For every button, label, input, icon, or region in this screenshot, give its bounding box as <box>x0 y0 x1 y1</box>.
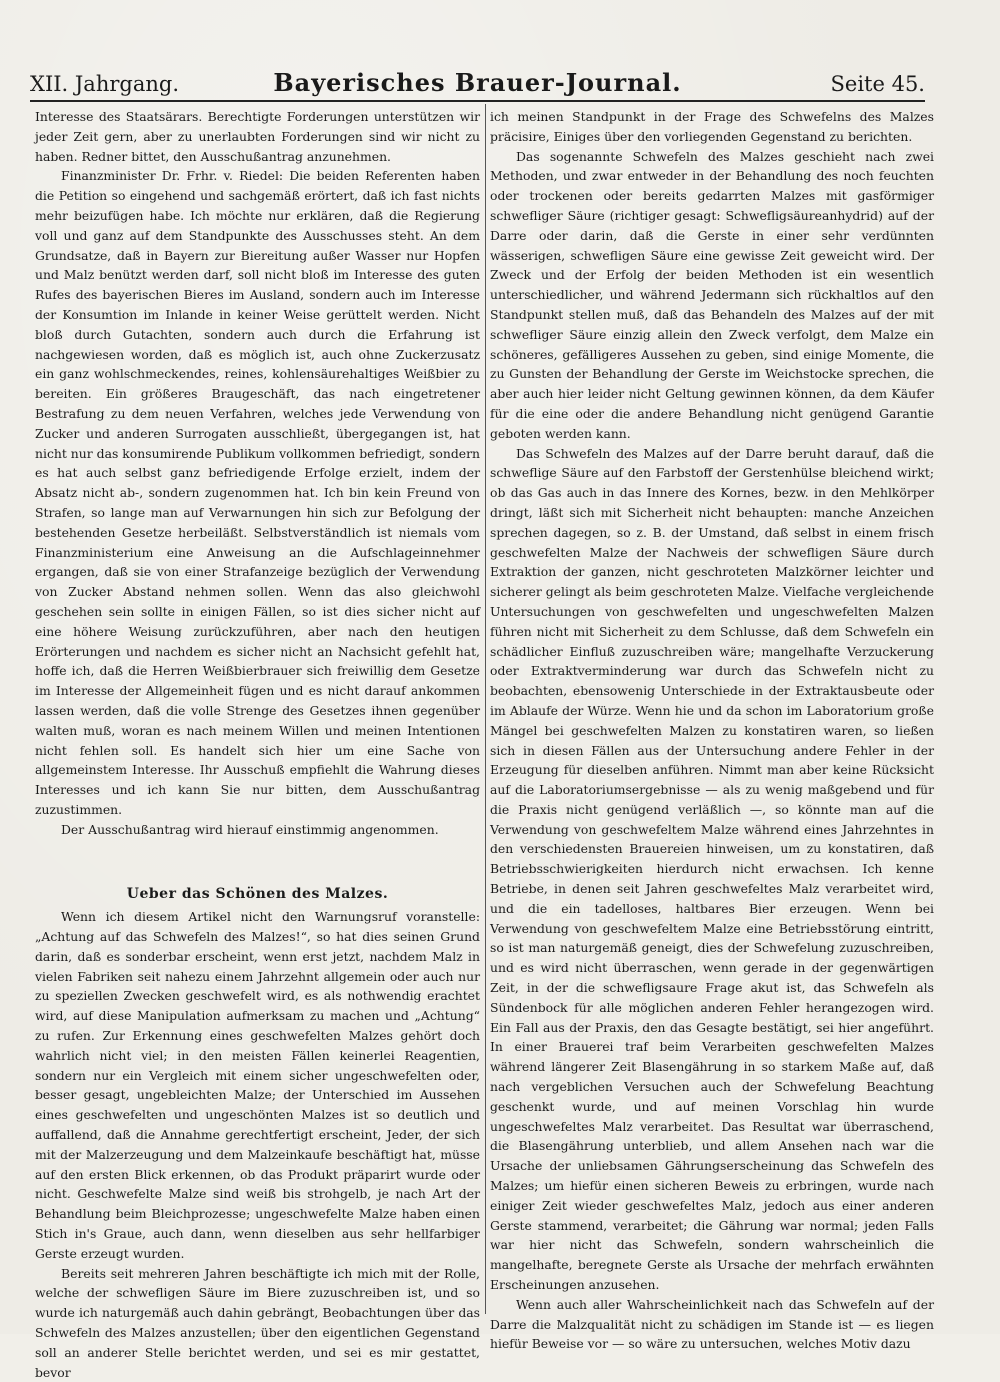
left-column <box>35 107 480 1382</box>
paragraph: Wenn auch aller Wahrscheinlichkeit nach das Schwefeln auf der Darre die Malzqualität nicht zu schädigen im Stande ist — es liegen hiefür Beweise vor — so wäre zu untersuchen, welches Motiv dazu <box>490 1296 934 1352</box>
page-number: Seite 45. <box>830 72 925 96</box>
page-header <box>30 62 925 100</box>
paragraph: Bereits seit mehreren Jahren beschäftigte ich mich mit der Rolle, welche der schwefligen Säure im Biere zuzuschreiben ist, und so wurde ich naturgemäß auch dahin gebrängt, Beobachtungen über das Schwefeln des Malzes anzustellen; über den eigentlichen Gegenstand soll an anderer Stelle berichtet werden, und sei es mir gestattet, bevor <box>35 1265 480 1380</box>
article-heading: Ueber das Schönen des Malzes. <box>126 886 389 903</box>
paragraph: Das Schwefeln des Malzes auf der Darre beruht darauf, daß die schweflige Säure auf den Farbstoff der Gerstenhülse bleichend wirkt; ob das Gas auch in das Innere des Kornes, bezw. in den Mehlkörper dringt, läßt sich mit Sicherheit nicht behaupten: manche Anzeichen sprechen dagegen, so z. B. der Umstand, daß selbst in einem frisch geschwefelten Malze der Nachweis der schwefligen Säure durch Extraktion der ganzen, nicht geschroteten Malzkörner leichter und sicherer gelingt als beim geschroteten Malze. Vielfache vergleichende Untersuchungen von geschwefelten und ungeschwefelten Malzen führen nicht mit Sicherheit zu dem Schlusse, daß dem Schwefeln ein schädlicher Einfluß zuzuschreiben wäre; mangelhafte Verzuckerung oder Extraktverminderung war durch das Schwefeln nicht zu beobachten, ebensowenig Unterschiede in der Extraktausbeute oder im Ablaufe der Würze. Wenn hie und da schon im Laboratorium große Mängel bei geschwefelten Malzen zu konstatiren waren, so ließen sich in diesen Fällen aus der Untersuchung andere Fehler in der Erzeugung für dieselben anführen. Nimmt man aber keine Rücksicht auf die Laboratoriumsergebnisse — als zu wenig maßgebend und für die Praxis nicht genügend verläßlich —, so könnte man auf die Verwendung von geschwefeltem Malze während eines Jahrzehntes in den verschiedensten Brauereien hinweisen, um zu konstatiren, daß Betriebsschwierigkeiten hierdurch nicht erwachsen. Ich kenne Betriebe, in denen seit Jahren geschwefeltes Malz verarbeitet wird, und die ein tadelloses, haltbares Bier erzeugen. Wenn bei Verwendung von geschwefeltem Malze eine Betriebsstörung eintritt, so ist man naturgemäß geneigt, dies der Schwefelung zuzuschreiben, und es wird nicht überraschen, wenn gerade in der gegenwärtigen Zeit, in der die schwefligsaure Frage akut ist, das Schwefeln als Sündenbock für alle möglichen anderen Fehler herangezogen wird. Ein Fall aus der Praxis, den das Gesagte bestätigt, sei hier angeführt. In einer Brauerei traf beim Verarbeiten geschwefelten Malzes während längerer Zeit Blasengährung in so starkem Maße auf, daß nach vergeblichen Versuchen auch der Schwefelung Beachtung geschenkt wurde, und auf meinen Vorschlag hin wurde ungeschwefeltes Malz verarbeitet. Das Resultat war überraschend, die Blasengährung unterblieb, und allem Ansehen nach war die Ursache der unliebsamen Gährungserscheinung das Schwefeln des Malzes; um hiefür einen sicheren Beweis zu erbringen, wurde nach einiger Zeit wieder geschwefeltes Malz, jedoch aus einer anderen Gerste stammend, verarbeitet; die Gährung war normal; jeden Falls war hier nicht das Schwefeln, sondern wahrscheinlich die mangelhafte, beregnete Gerste als Ursache der mehrfach erwähnten Erscheinungen anzusehen. <box>490 445 934 1293</box>
paragraph: Der Ausschußantrag wird hierauf einstimmig angenommen. <box>61 821 439 837</box>
header-rule <box>30 100 925 102</box>
section-spacer <box>35 839 480 877</box>
journal-title: Bayerisches Brauer-Journal. <box>273 68 682 97</box>
paragraph: Finanzminister Dr. Frhr. v. Riedel: Die beiden Referenten haben die Petition so eingehend und sachgemäß erörtert, daß ich fast nichts mehr beizufügen habe. Ich möchte nur erklären, daß die Regierung voll und ganz auf dem Standpunkte des Ausschusses steht. An dem Grundsatze, daß in Bayern zur Biereitung außer Wasser nur Hopfen und Malz benützt werden darf, soll nicht bloß im Interesse des guten Rufes des bayerischen Bieres im Ausland, sondern auch im Interesse der Konsumtion im Inlande in keiner Weise gerüttelt werden. Nicht bloß durch Gutachten, sondern auch durch die Erfahrung ist nachgewiesen worden, daß es möglich ist, auch ohne Zuckerzusatz ein ganz wohlschmeckendes, reines, kohlensäurehaltiges Weißbier zu bereiten. Ein größeres Braugeschäft, das nach eingetretener Bestrafung zu dem neuen Verfahren, welches jede Verwendung von Zucker und anderen Surrogaten ausschließt, übergegangen ist, hat nicht nur das konsumirende Publikum vollkommen befriedigt, sondern es hat auch selbst ganz befriedigende Erfolge erzielt, indem der Absatz nicht ab-, sondern zugenommen hat. Ich bin kein Freund von Strafen, so lange man auf Verwarnungen hin sich zur Befolgung der bestehenden Gesetze herbeiläßt. Selbstverständlich ist niemals vom Finanzministerium eine Anweisung an die Aufschlageinnehmer ergangen, daß sie von einer Strafanzeige bezüglich der Verwendung von Zucker Abstand nehmen sollen. Wenn das also gleichwohl geschehen sein sollte in einigen Fällen, so ist dies sicher nicht auf eine höhere Weisung zurückzuführen, aber nach den heutigen Erörterungen und nachdem es sicher nicht an Nachsicht gefehlt hat, hoffe ich, daß die Herren Weißbierbrauer sich freiwillig dem Gesetze im Interesse der Allgemeinheit fügen und es nicht darauf ankommen lassen werden, daß die volle Strenge des Gesetzes ihnen gegenüber walten muß, woran es nach meinem Willen und meinen Intentionen nicht fehlen soll. Es handelt sich hier um eine Sache von allgemeinstem Interesse. Ihr Ausschuß empfiehlt die Wahrung dieses Interesses und ich kann Sie nur bitten, dem Ausschußantrag zuzustimmen. <box>35 168 480 817</box>
right-column <box>490 107 934 1354</box>
paragraph: ich meinen Standpunkt in der Frage des Schwefelns des Malzes präcisire, Einiges über den vorliegenden Gegenstand zu berichten. <box>490 109 934 144</box>
paragraph: Das sogenannte Schwefeln des Malzes geschieht nach zwei Methoden, und zwar entweder in der Behandlung des noch feuchten oder trockenen oder bereits gedarrten Malzes mit gasförmiger schwefliger Säure (richtiger gesagt: Schwefligsäureanhydrid) auf der Darre oder darin, daß die Gerste in einer sehr verdünnten wässerigen, schwefligen Säure eine gewisse Zeit geweicht wird. Der Zweck und der Erfolg der beiden Methoden ist ein wesentlich unterschiedlicher, und während Jedermann sich rückhaltlos auf den Standpunkt stellen muß, daß das Behandeln des Malzes auf der mit schwefliger Säure einzig allein den Zweck verfolgt, dem Malze ein schöneres, gefälligeres Aussehen zu geben, sind einige Momente, die zu Gunsten der Behandlung der Gerste im Weichstocke sprechen, die aber auch hier leider nicht Geltung gewinnen können, da dem Käufer für die eine oder die andere Behandlung nicht genügend Garantie geboten werden kann. <box>490 148 934 441</box>
volume-label: XII. Jahrgang. <box>30 72 179 96</box>
paragraph: Interesse des Staatsärars. Berechtigte Forderungen unterstützen wir jeder Zeit gern, aber zu unerlaubten Forderungen sind wir nicht zu haben. Redner bittet, den Ausschußantrag anzunehmen. <box>35 109 480 164</box>
column-divider <box>485 104 486 1314</box>
paragraph: Wenn ich diesem Artikel nicht den Warnungsruf voranstelle: „Achtung auf das Schwefeln des Malzes!“, so hat dies seinen Grund darin, daß es sonderbar erscheint, wenn erst jetzt, nachdem Malz in vielen Fabriken seit nahezu einem Jahrzehnt allgemein oder auch nur zu speziellen Zwecken geschwefelt wird, es als nothwendig erachtet wird, auf diese Manipulation aufmerksam zu machen und „Achtung“ zu rufen. Zur Erkennung eines geschwefelten Malzes gehört doch wahrlich nicht viel; in den meisten Fällen keinerlei Reagentien, sondern nur ein Vergleich mit einem sicher ungeschwefelten oder, besser gesagt, ungebleichten Malze; der Unterschied im Aussehen eines geschwefelten und ungeschönten Malzes ist so deutlich und auffallend, daß die Annahme gerechtfertigt erscheint, Jeder, der sich mit der Malzerzeugung und dem Malzeinkaufe beschäftigt hat, müsse auf den ersten Blick erkennen, ob das Produkt präparirt wurde oder nicht. Geschwefelte Malze sind weiß bis strohgelb, je nach Art der Behandlung beim Bleichprozesse; ungeschwefelte Malze haben einen Stich in's Graue, auch dann, wenn dieselben aus sehr hellfarbiger Gerste erzeugt wurden. <box>35 909 480 1261</box>
